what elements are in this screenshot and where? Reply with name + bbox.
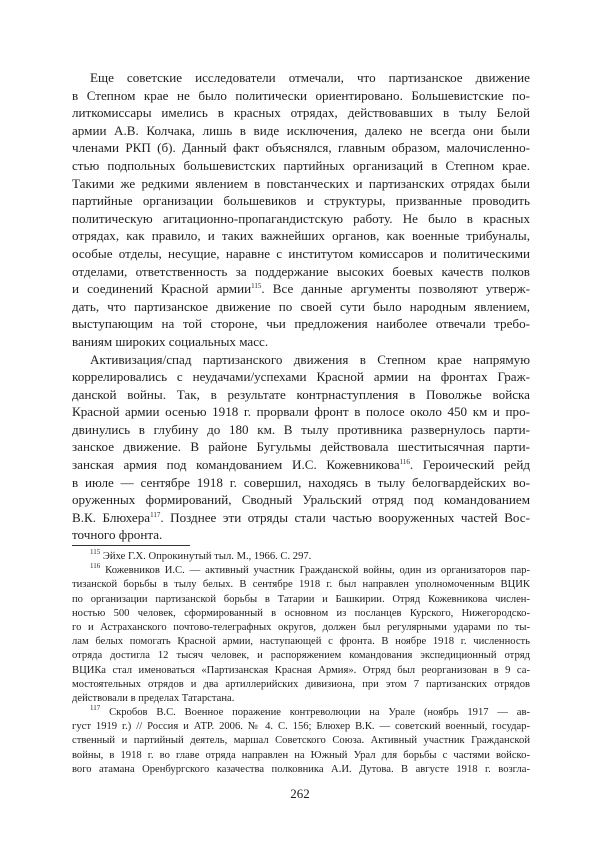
text-segment: . Позднее эти отряды стали частью вооруженных частей Вос- xyxy=(160,509,530,525)
text-line: выступающим на той стороне, чьи предложения наиболее отвечали требо- xyxy=(72,316,530,332)
text-line: Такими же редкими явлением в повстанческих и партизанских отрядах были xyxy=(72,175,530,191)
footnote-line: ностью 500 человек, сформированный в основном из посланцев Курского, Нижегородско- xyxy=(72,607,530,619)
text-line: Еще советские исследователи отмечали, что партизанское движение xyxy=(90,70,530,85)
footnote-116 xyxy=(72,564,530,578)
text-segment: занская армия под командованием И.С. Кожевникова xyxy=(72,457,400,473)
text-line xyxy=(72,509,530,527)
footnote-number: 117 xyxy=(90,704,101,713)
text-line xyxy=(72,280,530,298)
footnote-ref-116[interactable]: 116 xyxy=(399,458,410,467)
text-line: отрядах, как правило, и таких важнейших органов, как военные трибуналы, xyxy=(72,228,530,244)
footnote-line: войны, в 1918 г. во главе отряда направлен на Южный Урал для борьбы с частями войско- xyxy=(72,749,530,761)
footnote-ref-117[interactable]: 117 xyxy=(150,510,161,519)
text-line: армии А.В. Колчака, лишь в виде исключения, далеко не всегда они были xyxy=(72,122,530,138)
footnote-number: 115 xyxy=(90,548,101,556)
text-line: занское движение. В районе Бугульмы действовала шеститысячная парти- xyxy=(72,439,530,455)
footnote-line: отряда достигла 12 тысяч человек, и распоряжением командования экспедиционный отряд xyxy=(72,650,530,662)
text-line: данской войны. Так, в результате контрнаступления в Поволжье войска xyxy=(72,386,530,402)
text-segment: и соединений Красной армии xyxy=(72,281,252,297)
text-segment: . Все данные аргументы позволяют утверж- xyxy=(261,281,530,297)
footnote-line: ВЦИКа стал именоваться «Партизанская Красная Армия». Отряд был реорганизован в 9 са- xyxy=(72,664,530,676)
footnote-line: мостоятельных отрядов и два артиллерийских дивизиона, при этом 7 партизанских отрядов xyxy=(72,678,530,690)
main-text xyxy=(72,69,530,544)
text-line: дать, что партизанское движение по своей сути было народным явлением, xyxy=(72,298,530,314)
text-segment: . Героический рейд xyxy=(409,457,530,473)
footnote-115 xyxy=(72,550,530,564)
footnote-line: по организации партизанской борьбы в Татарии и Башкирии. Отряд Кожевникова числен- xyxy=(72,593,530,605)
footnote-line: ственный и партийный деятель, маршал Советского Союза. Активный участник Гражданской xyxy=(72,735,530,747)
text-line: членами РКП (б). Данный факт объяснялся, главным образом, малочисленно- xyxy=(72,140,530,156)
text-line: точного фронта. xyxy=(72,527,163,543)
footnote-ref-115[interactable]: 115 xyxy=(251,282,262,291)
footnote-line: тизанской борьбы в тылу белых. В сентябре 1918 г. был направлен уполномоченным ВЦИК xyxy=(72,579,530,591)
text-line: стью подпольных большевистских партийных организаций в Степном крае. xyxy=(72,157,530,173)
footnote-line: густ 1919 г.) // Россия и АТР. 2006. № 4. С. 156; Блюхер В.К. — советский военный, государ- xyxy=(72,721,530,733)
text-line: литкомиссары имелись в красных отрядах, действовавших в тылу Белой xyxy=(72,105,530,121)
text-line: отделами, ответственность за поддержание высоких боевых качеств полков xyxy=(72,263,530,279)
footnote-number: 116 xyxy=(90,562,101,571)
text-line: политическую агитационно-пропагандистскую работу. Не было в красных xyxy=(72,210,530,226)
footnote-117 xyxy=(72,706,530,720)
text-line: коррелировались с неудачами/успехами Красной армии на фронтах Граж- xyxy=(72,369,530,385)
footnote-line: го и Астраханского почтово-телеграфных округов, должен был регулярными ударами по ты- xyxy=(72,621,530,633)
text-segment: В.К. Блюхера xyxy=(72,509,151,525)
text-line: особые отделы, несущие, наравне с институтом комиссаров и политическими xyxy=(72,245,530,261)
text-line: в июле — сентябре 1918 г. совершил, находясь в тылу белогвардейских во- xyxy=(72,474,530,490)
text-line: партийные организации большевиков и структуры, призванные проводить xyxy=(72,193,530,209)
text-line: Активизация/спад партизанского движения в Степном крае напрямую xyxy=(90,351,530,367)
text-line: двинулись в глубину до 180 км. В тылу противника развернулось парти- xyxy=(72,421,530,437)
footnote-separator xyxy=(72,545,190,546)
footnote-line: действовали в пределах Татарстана. xyxy=(72,692,235,704)
text-line: оруженных формирований, Сводный Уральский отряд под командованием xyxy=(72,492,530,508)
footnote-text: Кожевников И.С. — активный участник Гражданской войны, один из организаторов пар- xyxy=(105,565,530,577)
footnote-text: Скробов В.С. Военное поражение контреволюции на Урале (ноябрь 1917 — ав- xyxy=(109,707,530,719)
text-line xyxy=(72,456,530,474)
footnotes xyxy=(72,550,530,777)
page-number: 262 xyxy=(290,786,310,801)
footnote-line: вого атамана Оренбургского казачества полковника А.И. Дутова. В августе 1918 г. возгла- xyxy=(72,763,530,775)
footnote-text: Эйхе Г.Х. Опрокинутый тыл. М., 1966. С. 297. xyxy=(102,551,312,562)
text-line: ваниям широких социальных масс. xyxy=(72,333,269,349)
text-line: Красной армии осенью 1918 г. прорвали фронт в полосе около 450 км и про- xyxy=(72,404,530,420)
text-line: в Степном крае не было политически ориентировано. Большевистские по- xyxy=(72,87,530,103)
footnote-line: лам белых помогать Красной армии, наступающей с фронта. В ноябре 1918 г. численность xyxy=(72,636,530,648)
